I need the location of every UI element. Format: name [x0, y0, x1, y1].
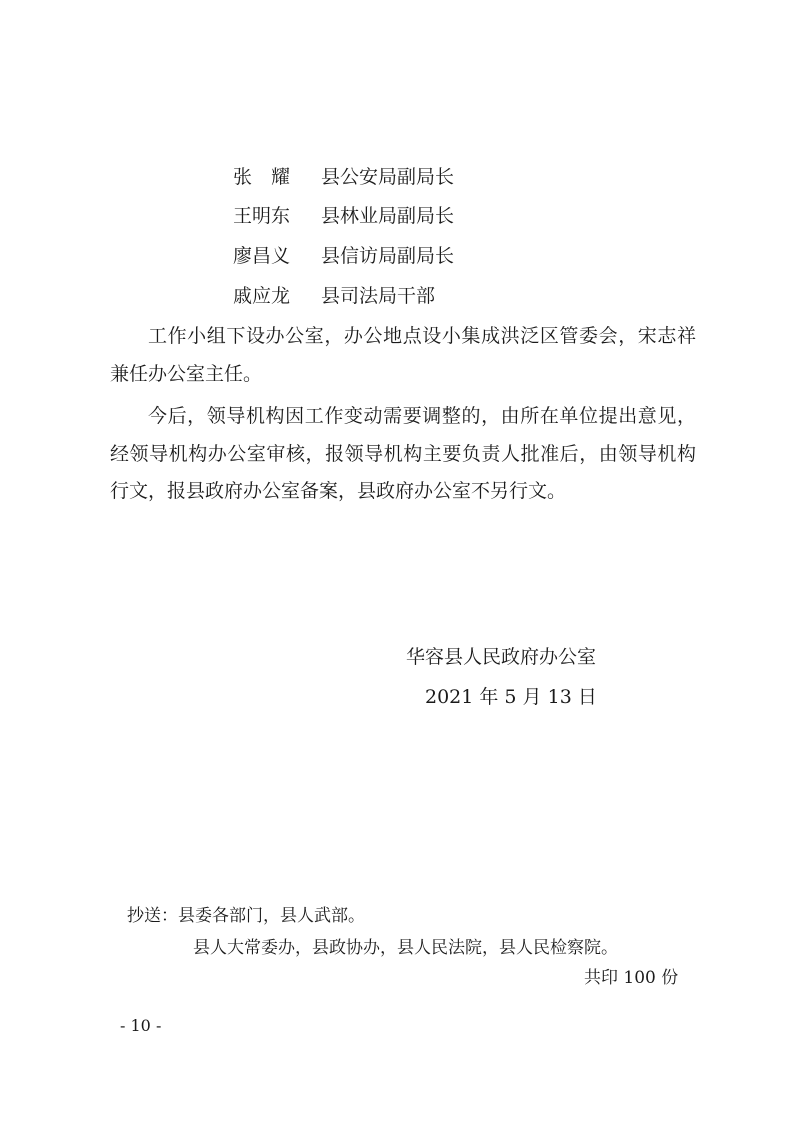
- issue-date: 2021 年 5 月 13 日: [425, 686, 597, 708]
- member-name: 王明东: [233, 205, 291, 227]
- cc-first-line: [127, 905, 365, 927]
- cc-recipients-2: 县人大常委办，县政协办，县人民法院，县人民检察院。: [193, 938, 618, 958]
- cc-label: 抄送：: [127, 906, 178, 926]
- paragraph-office: 工作小组下设办公室，办公地点设小集成洪泛区管委会，宋志祥兼任办公室主任。: [110, 325, 696, 385]
- page-number: - 10 -: [120, 1016, 162, 1035]
- member-title: 县司法局干部: [321, 285, 436, 307]
- member-row: [0, 165, 793, 189]
- member-name: 戚应龙: [233, 285, 291, 307]
- member-row: [0, 284, 793, 308]
- member-title: 县林业局副局长: [321, 205, 455, 227]
- member-row: [0, 204, 793, 228]
- member-row: [0, 244, 793, 268]
- cc-recipients-1: 县委各部门，县人武部。: [178, 906, 365, 926]
- member-title: 县公安局副局长: [321, 166, 455, 188]
- member-title: 县信访局副局长: [321, 245, 455, 267]
- issuer-name: 华容县人民政府办公室: [406, 646, 597, 668]
- print-copies: 共印 100 份: [584, 968, 679, 988]
- member-name: 廖昌义: [233, 245, 291, 267]
- member-name: 张耀: [233, 166, 310, 188]
- paragraph-adjustment: 今后，领导机构因工作变动需要调整的，由所在单位提出意见，经领导机构办公室审核，报领导机构主要负责人批准后，由领导机构行文，报县政府办公室备案，县政府办公室不另行文。: [110, 405, 696, 502]
